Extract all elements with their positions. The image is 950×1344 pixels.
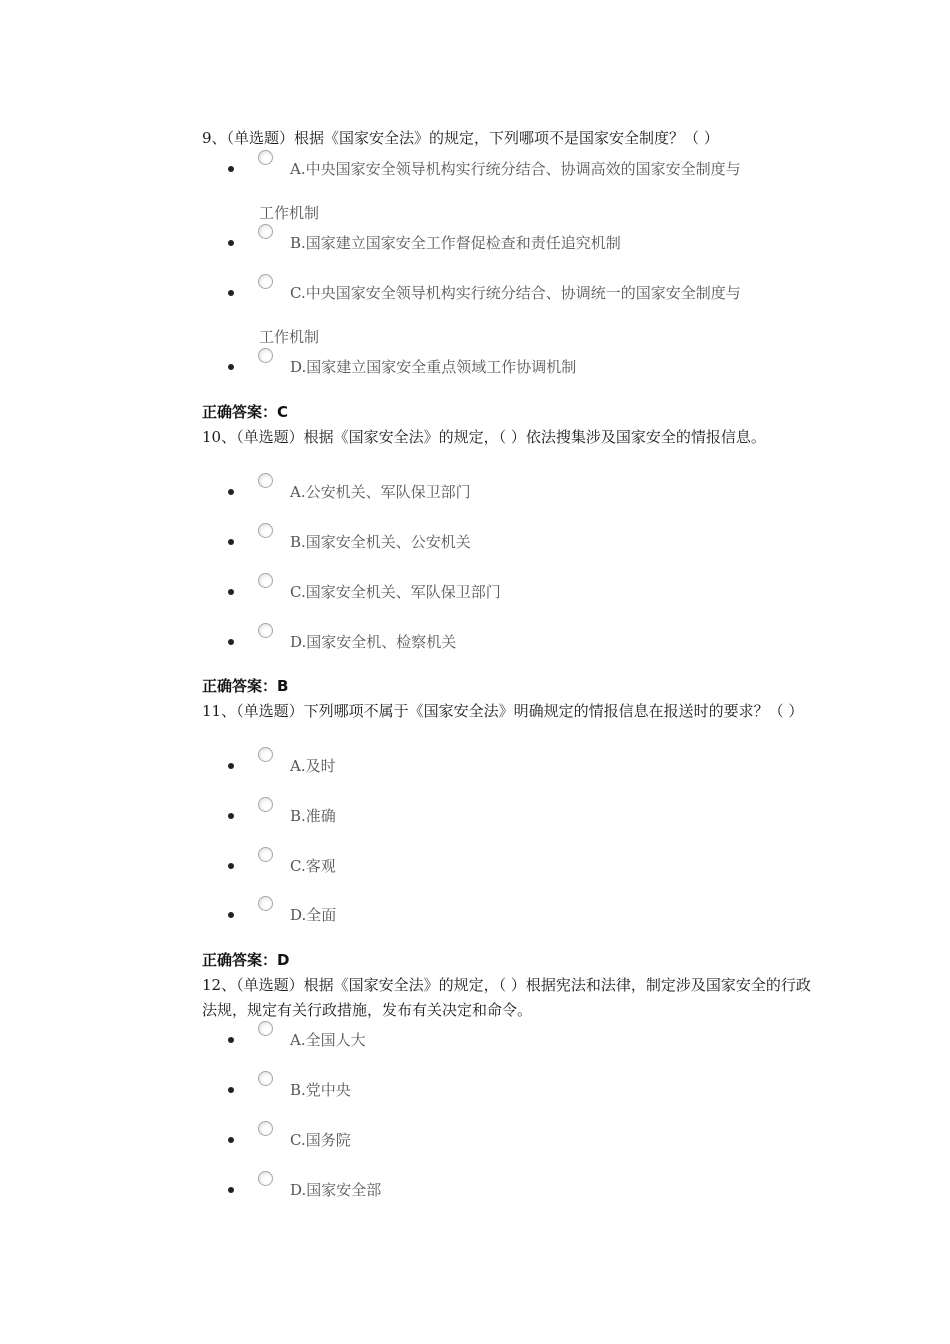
radio-button[interactable] xyxy=(258,473,273,488)
bullet-icon xyxy=(228,763,234,769)
radio-button[interactable] xyxy=(258,1121,273,1136)
option-label: A.及时 xyxy=(290,757,336,775)
option-label: B.党中央 xyxy=(290,1081,351,1099)
bullet-icon xyxy=(228,290,234,296)
radio-button[interactable] xyxy=(258,797,273,812)
question-12-text: 12、（单选题）根据《国家安全法》的规定，（ ）根据宪法和法律，制定涉及国家安全的行政法规，规定有关行政措施，发布有关决定和命令。 xyxy=(202,976,811,1019)
option-label: B.准确 xyxy=(290,807,336,825)
option-label: A.中央国家安全领导机构实行统分结合、协调高效的国家安全制度与 xyxy=(290,160,741,178)
option-label-continuation: 工作机制 xyxy=(259,204,320,222)
option-label: D.国家建立国家安全重点领域工作协调机制 xyxy=(290,358,577,376)
bullet-icon xyxy=(228,1037,234,1043)
radio-button[interactable] xyxy=(258,573,273,588)
q11-option-a[interactable] xyxy=(228,755,818,781)
q11-option-d[interactable] xyxy=(228,904,818,930)
q10-option-b[interactable] xyxy=(228,531,818,557)
q10-option-a[interactable] xyxy=(228,481,818,507)
option-label: D.全面 xyxy=(290,906,337,924)
option-label-continuation: 工作机制 xyxy=(259,328,320,346)
option-label: D.国家安全机、检察机关 xyxy=(290,633,457,651)
bullet-icon xyxy=(228,639,234,645)
q9-option-c[interactable] xyxy=(228,282,818,308)
bullet-icon xyxy=(228,813,234,819)
bullet-icon xyxy=(228,539,234,545)
q12-option-a[interactable] xyxy=(228,1029,818,1055)
bullet-icon xyxy=(228,240,234,246)
q10-option-c[interactable] xyxy=(228,581,818,607)
radio-button[interactable] xyxy=(258,1071,273,1086)
question-10-text: 10、（单选题）根据《国家安全法》的规定，（ ）依法搜集涉及国家安全的情报信息。 xyxy=(202,428,766,446)
correct-answer: 正确答案：D xyxy=(202,951,290,969)
q10-option-d[interactable] xyxy=(228,631,818,657)
option-label: B.国家建立国家安全工作督促检查和责任追究机制 xyxy=(290,234,621,252)
question-9-text: 9、（单选题）根据《国家安全法》的规定，下列哪项不是国家安全制度？（ ） xyxy=(202,129,719,147)
bullet-icon xyxy=(228,489,234,495)
correct-answer: 正确答案：B xyxy=(202,677,289,695)
radio-button[interactable] xyxy=(258,274,273,289)
q9-option-d[interactable] xyxy=(228,356,818,382)
q12-option-c[interactable] xyxy=(228,1129,818,1155)
bullet-icon xyxy=(228,1137,234,1143)
q11-option-c[interactable] xyxy=(228,855,818,881)
option-label: A.公安机关、军队保卫部门 xyxy=(290,483,471,501)
q9-option-a[interactable] xyxy=(228,158,818,184)
option-label: C.客观 xyxy=(290,857,336,875)
bullet-icon xyxy=(228,166,234,172)
question-11-text: 11、（单选题）下列哪项不属于《国家安全法》明确规定的情报信息在报送时的要求？（ ） xyxy=(202,702,804,720)
radio-button[interactable] xyxy=(258,150,273,165)
q9-option-b[interactable] xyxy=(228,232,818,258)
bullet-icon xyxy=(228,364,234,370)
bullet-icon xyxy=(228,863,234,869)
bullet-icon xyxy=(228,1187,234,1193)
radio-button[interactable] xyxy=(258,896,273,911)
option-label: D.国家安全部 xyxy=(290,1181,382,1199)
bullet-icon xyxy=(228,912,234,918)
radio-button[interactable] xyxy=(258,1171,273,1186)
q12-option-b[interactable] xyxy=(228,1079,818,1105)
radio-button[interactable] xyxy=(258,224,273,239)
bullet-icon xyxy=(228,1087,234,1093)
radio-button[interactable] xyxy=(258,847,273,862)
q12-option-d[interactable] xyxy=(228,1179,818,1205)
q11-option-b[interactable] xyxy=(228,805,818,831)
radio-button[interactable] xyxy=(258,1021,273,1036)
radio-button[interactable] xyxy=(258,747,273,762)
radio-button[interactable] xyxy=(258,623,273,638)
option-label: C.中央国家安全领导机构实行统分结合、协调统一的国家安全制度与 xyxy=(290,284,741,302)
correct-answer: 正确答案：C xyxy=(202,403,289,421)
option-label: B.国家安全机关、公安机关 xyxy=(290,533,471,551)
bullet-icon xyxy=(228,589,234,595)
radio-button[interactable] xyxy=(258,348,273,363)
radio-button[interactable] xyxy=(258,523,273,538)
option-label: A.全国人大 xyxy=(290,1031,366,1049)
option-label: C.国务院 xyxy=(290,1131,351,1149)
option-label: C.国家安全机关、军队保卫部门 xyxy=(290,583,501,601)
